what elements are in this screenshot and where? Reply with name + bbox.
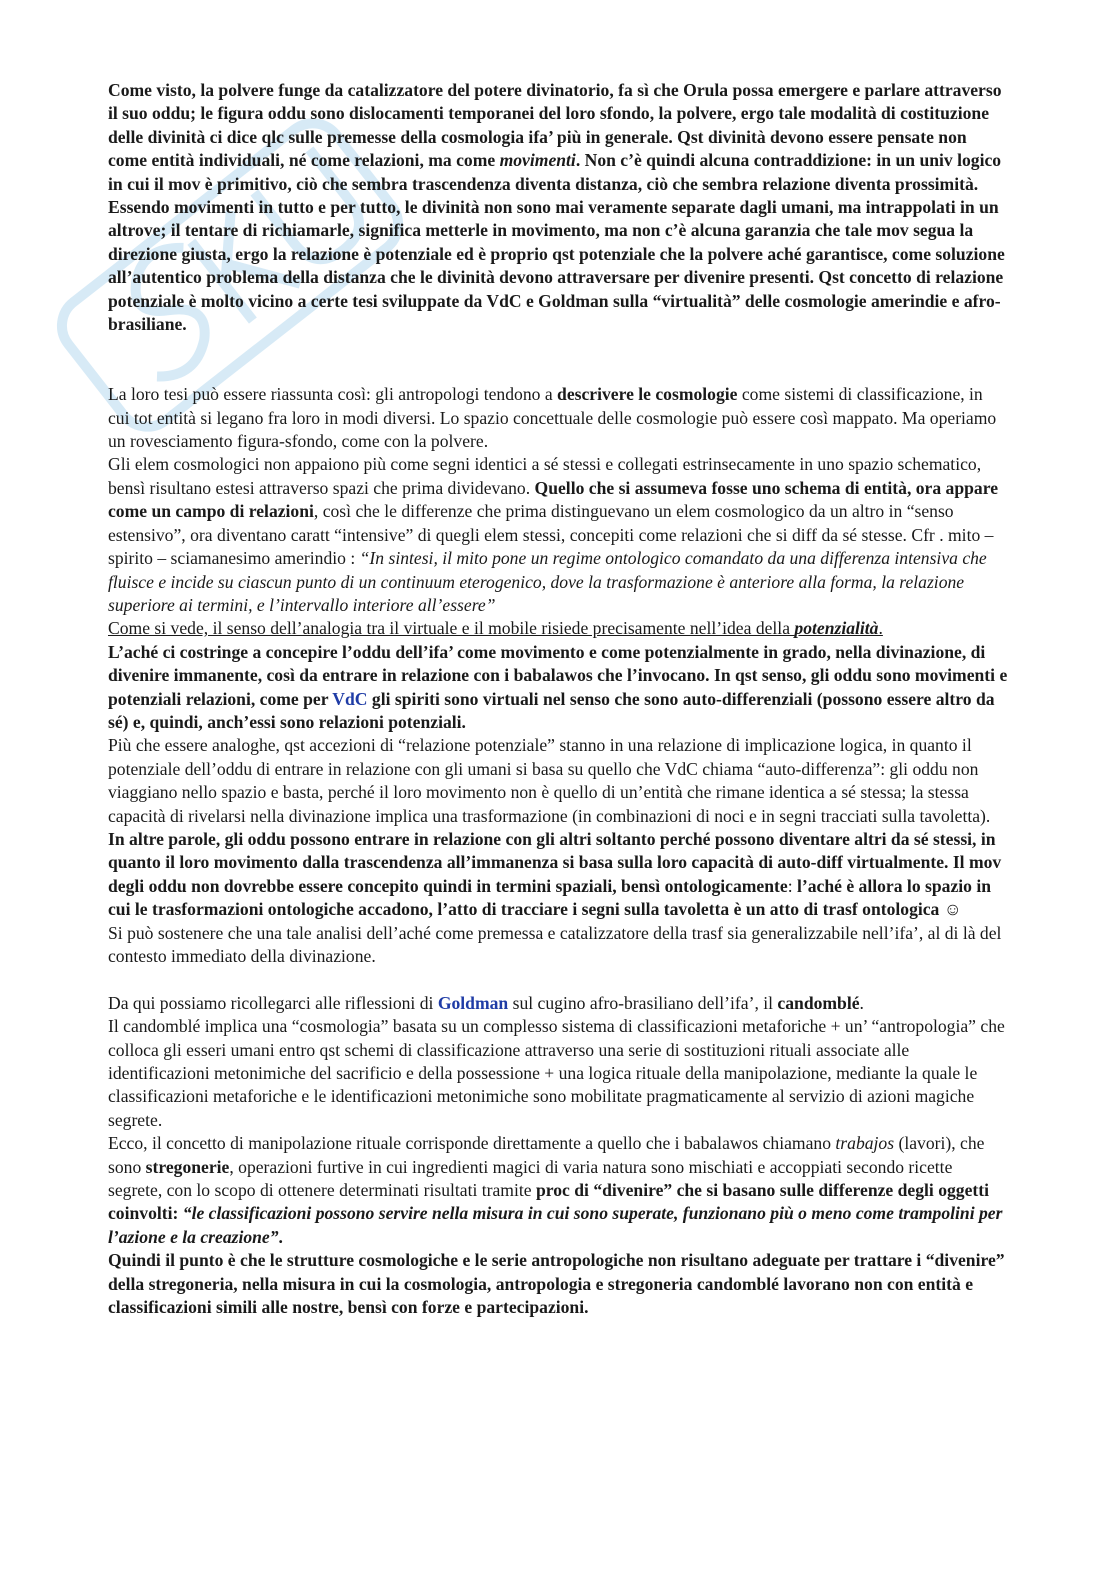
- text-run: sul cugino afro-brasiliano dell’ifa’, il: [508, 992, 778, 1013]
- text-run-italic: movimenti: [499, 150, 576, 171]
- text-run: :: [787, 875, 797, 896]
- text-run: l’aché è allora lo spazio in cui le trasformazioni ontologiche accadono, l’atto di tracciare i segni sulla tavoletta è un atto di trasf ontologica: [108, 875, 992, 920]
- text-run-italic: trabajos: [835, 1133, 895, 1154]
- text-run-bold: Quello che si assumeva fosse uno schema di entità, ora appare come un campo di relazioni: [108, 477, 998, 522]
- paragraph-spacer: [108, 336, 1008, 383]
- paragraph-generalizzabile: Si può sostenere che una tale analisi dell’aché come premessa e catalizzatore della trasf sia generalizzabile nell’ifa’, al di là del contesto immediato della divinazione.: [108, 922, 1002, 967]
- paragraph-spacer: [108, 968, 1008, 991]
- text-run: Gli elem cosmologici non appaiono più come segni identici a sé stessi e collegati estrinsecamente in uno spazio schematico, bensì risultano estesi attraverso spazi che prima dividevano.: [108, 454, 982, 498]
- text-run: (lavori), che sono: [108, 1133, 985, 1177]
- text-run: gli spiriti sono virtuali nel senso che sono auto-differenziali (possono essere altro da sé) e, quindi, anch’essi sono relazioni potenziali.: [108, 688, 995, 732]
- quote-italic: “In sintesi, il mito pone un regime ontologico comandato da una differenza intensiva che fluisce e incide su ciascun punto di un continuum eterogenico, dove la trasformazione è anteriore alla forma, la relazione superiore ai termini, e l’intervallo interiore all’essere”: [108, 548, 987, 615]
- text-run: La loro tesi può essere riassunta così: gli antropologi tendono a: [108, 384, 558, 405]
- text-run: L’aché ci costringe a concepire l’oddu dell’ifa’ come movimento e come potenzialmente in grado, nella divinazione, di divenire immanente, così da entrare in relazione con i babalawos che l’invocano. In qst senso, gli oddu sono movimenti e potenziali relazioni, come per: [108, 641, 1008, 709]
- text-run: In altre parole, gli oddu possono entrare in relazione con gli altri soltanto perché possono diventare altri da sé stessi, in quanto il loro movimento dalla trascendenza all’immanenza si basa sulla loro capacità di auto-diff virtualmente. Il mov degli oddu non dovrebbe essere concepito quindi in termini spaziali, bensì ontologicamente: [108, 828, 1002, 896]
- smiley-icon: ☺: [943, 899, 962, 920]
- text-run: Da qui possiamo ricollegarci alle riflessioni di: [108, 992, 438, 1013]
- paragraph-implicazione: Più che essere analoghe, qst accezioni di “relazione potenziale” stanno in una relazione di implicazione logica, in quanto il potenziale dell’oddu di entrare in relazione con gli umani si basa su quello che VdC chiama “auto-differenza”: gli oddu non viaggiano nello spazio e basta, perché il loro movimento non è quello di un’entità che rimane identica a sé stessa; la stessa capacità di rivelarsi nella divinazione implica una trasformazione (in combinazioni di noci e in segni tracciati sulla tavoletta).: [108, 735, 991, 826]
- text-run: .: [878, 618, 883, 639]
- text-run-bold-italic: potenzialità: [794, 618, 879, 639]
- text-run: Come visto, la polvere funge da catalizzatore del potere divinatorio, fa sì che Orula possa emergere e parlare attraverso il suo oddu; le figura oddu sono dislocamenti temporanei del loro sfondo, la polvere, ergo tale modalità di costituzione delle divinità ci dice qlc sulle premesse della cosmologia ifa’ più in generale. Qst divinità devono essere pensate non come entità individuali, né come relazioni, ma come: [108, 80, 1002, 171]
- paragraph-elementi-cosmologici: [108, 453, 1008, 617]
- quote-bold-italic: “le classificazioni possono servire nella misura in cui sono superate, funzionano più o meno come trampolini per l’azione e la creazione”: [108, 1203, 1003, 1247]
- text-run: . Non c’è quindi alcuna contraddizione: in un univ logico in cui il mov è primitivo, ciò che sembra trascendenza diventa distanza, ciò che sembra relazione diventa prossimità. Essendo movimenti in tutto e per tutto, le divinità non sono mai veramente separate dagli umani, ma intrappolati in un altrove; il tentare di richiamarle, significa metterle in movimento, ma non c’è alcuna garanzia che tale mov segua la direzione giusta, ergo la relazione è potenziale ed è proprio qst potenziale che la polvere aché garantisce, come soluzione all’autentico problema della distanza che le divinità devono attraversare per divenire presenti. Qst concetto di relazione potenziale è molto vicino a certe tesi sviluppate da VdC e Goldman sulla “virtualità” delle cosmologie amerindie e afro-brasiliane.: [108, 150, 1005, 335]
- paragraph-altre-parole: [108, 828, 1008, 922]
- text-run: , così che le differenze che prima distinguevano un elem cosmologico da un altro in “senso estensivo”, ora diventano caratt “intensive” di quegli elem stessi, concepiti come relazioni che si diff da sé stesse. Cfr . mito – spirito – sciamanesimo amerindio :: [108, 501, 994, 569]
- paragraph-oddu-movimento: [108, 641, 1008, 735]
- text-run-bold: candomblé: [777, 992, 860, 1013]
- text-run: come sistemi di classificazione, in cui tot entità si legano fra loro in modi diversi. Lo spazio concettuale delle cosmologie può essere così mappato. Ma operiamo un rovesciamento figura-sfondo, come con la polvere.: [108, 384, 997, 452]
- highlight-vdc: VdC: [332, 688, 368, 709]
- text-run-bold: stregonerie: [145, 1156, 230, 1177]
- paragraph-tesi: [108, 383, 1008, 453]
- text-run-bold: descrivere le cosmologie: [557, 384, 738, 405]
- text-run: Come si vede, il senso dell’analogia tra il virtuale e il mobile risiede precisamente nell’idea della: [108, 618, 795, 639]
- text-run: , operazioni furtive in cui ingredienti magici di varia natura sono mischiati e accoppiati secondo ricette segrete, con lo scopo di ottenere determinati risultati tramite: [108, 1156, 953, 1201]
- text-run-bold: proc di “divenire” che si basano sulle differenze degli oggetti coinvolti:: [108, 1180, 990, 1224]
- paragraph-goldman: [108, 992, 1008, 1015]
- paragraph-aché-intro: [108, 79, 1008, 336]
- text-run: .: [859, 992, 864, 1013]
- paragraph-analogia: [108, 617, 1008, 640]
- paragraph-candomble: Il candomblé implica una “cosmologia” basata su un complesso sistema di classificazioni metaforiche + un’ “antropologia” che colloca gli esseri umani entro qst schemi di classificazione attraverso una serie di sostituzioni rituali associate alle identificazioni metonimiche del sacrificio e della possessione + una logica rituale della manipolazione, mediante la quale le classificazioni metaforiche e le identificazioni metonimiche sono mobilitate pragmaticamente al servizio di azioni magiche segrete.: [108, 1016, 1005, 1130]
- text-run: Ecco, il concetto di manipolazione rituale corrisponde direttamente a quello che i babalawos chiamano: [108, 1133, 836, 1154]
- paragraph-trabajos: [108, 1132, 1008, 1249]
- document-body: [108, 79, 1008, 1320]
- text-run-bold: .: [278, 1226, 283, 1247]
- highlight-goldman: Goldman: [437, 992, 509, 1013]
- paragraph-conclusione: Quindi il punto è che le strutture cosmologiche e le serie antropologiche non risultano adeguate per trattare i “divenire” della stregoneria, nella misura in cui la cosmologia, antropologia e stregoneria candomblé lavorano non con entità e classificazioni simili alle nostre, bensì con forze e partecipazioni.: [108, 1250, 1005, 1318]
